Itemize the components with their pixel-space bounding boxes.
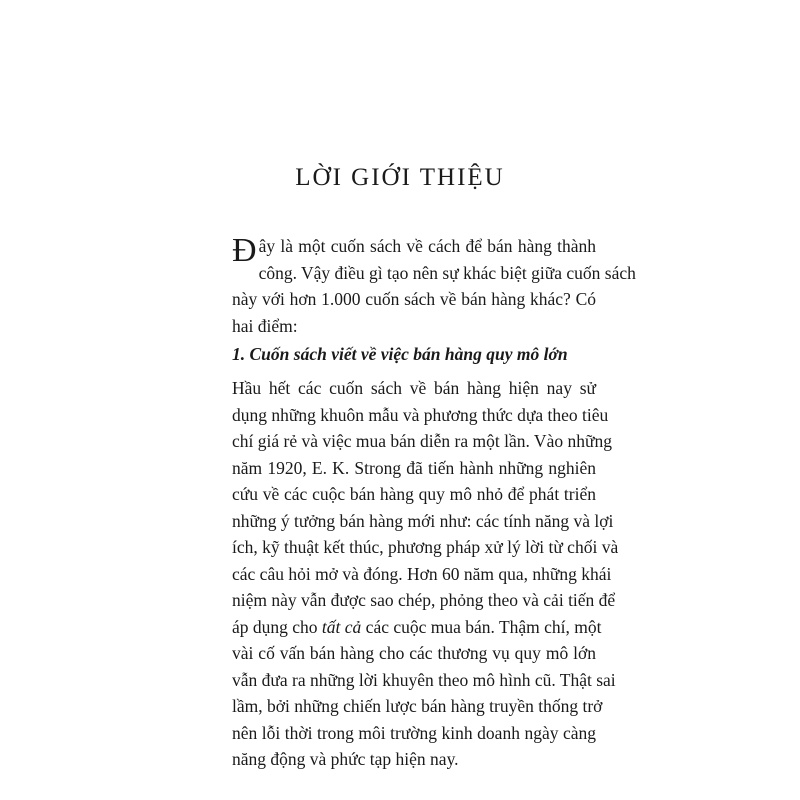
body-line: các câu hỏi mở và đóng. Hơn 60 năm qua, những khái — [232, 563, 612, 584]
emphasis-text: tất cả — [321, 616, 362, 637]
section-paragraph — [232, 375, 619, 773]
body-line: ích, kỹ thuật kết thúc, phương pháp xử lý lời từ chối và — [232, 537, 619, 557]
intro-line: ây là một cuốn sách về cách để bán hàng thành — [258, 236, 596, 256]
intro-line: này với hơn 1.000 cuốn sách về bán hàng khác? Có — [232, 289, 596, 309]
intro-line: hai điểm: — [232, 315, 298, 336]
body-line: niệm này vẫn được sao chép, phỏng theo và cải tiến để — [232, 590, 616, 610]
body-line: vài cố vấn bán hàng cho các thương vụ quy mô lớn — [232, 643, 596, 663]
intro-line: công. Vậy điều gì tạo nên sự khác biệt giữa cuốn sách — [258, 262, 636, 283]
body-line-with-emphasis — [232, 614, 602, 641]
chapter-title: LỜI GIỚI THIỆU — [295, 164, 505, 191]
drop-cap: Đ — [232, 232, 257, 269]
body-line: năng động và phức tạp hiện nay. — [232, 749, 459, 769]
text-run: các cuộc mua bán. Thậm chí, một — [361, 616, 602, 637]
body-line: những ý tưởng bán hàng mới như: các tính năng và lợi — [232, 510, 614, 531]
body-line: Hầu hết các cuốn sách về bán hàng hiện nay sử — [232, 378, 596, 398]
intro-paragraph — [232, 232, 636, 339]
body-line: cứu về các cuộc bán hàng quy mô nhỏ để phát triển — [232, 484, 596, 504]
section-heading: 1. Cuốn sách viết về việc bán hàng quy mô lớn — [232, 344, 568, 364]
body-line: dụng những khuôn mẫu và phương thức dựa theo tiêu — [232, 404, 609, 425]
body-line: năm 1920, E. K. Strong đã tiến hành những nghiên — [232, 457, 596, 478]
body-line: lầm, bởi những chiến lược bán hàng truyền thống trở — [232, 696, 603, 716]
text-run: áp dụng cho — [232, 616, 322, 637]
body-line: vẫn đưa ra những lời khuyên theo mô hình cũ. Thật sai — [232, 669, 616, 690]
body-line: nên lỗi thời trong môi trường kinh doanh ngày càng — [232, 722, 596, 743]
body-line: chí giá rẻ và việc mua bán diễn ra một lần. Vào những — [232, 431, 612, 451]
